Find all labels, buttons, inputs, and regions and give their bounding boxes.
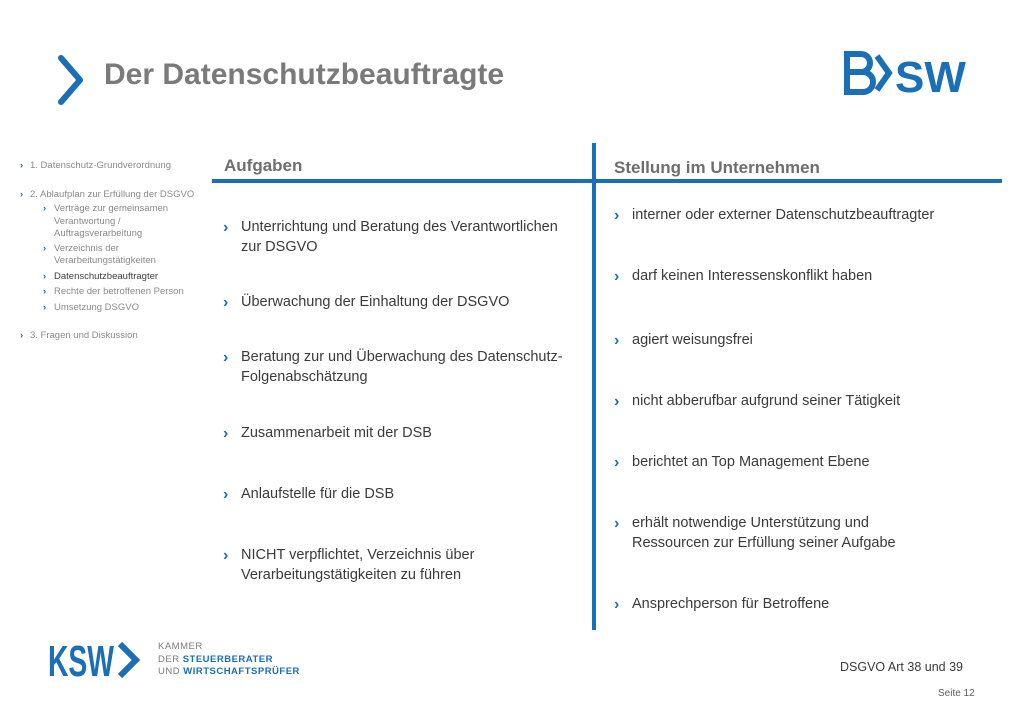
chevron-right-icon: › [43, 203, 47, 214]
title-chevron-icon [56, 54, 86, 106]
list-item: › nicht abberufbar aufgrund seiner Tätigkeit [614, 393, 901, 410]
nav-item-datenschutz-grundverordnung[interactable]: › 1. Datenschutz-Grundverordnung [20, 160, 171, 171]
nav-item-fragen[interactable]: › 3. Fragen und Diskussion [20, 330, 138, 341]
nav-item-ablaufplan[interactable]: › 2. Ablaufplan zur Erfüllung der DSGVO [20, 188, 195, 200]
chevron-right-icon: › [43, 270, 47, 282]
chevron-right-icon: › [223, 294, 229, 311]
list-item: › Anlaufstelle für die DSB [223, 486, 395, 503]
chevron-right-icon: › [614, 332, 620, 349]
page-number: Seite 12 [938, 688, 975, 699]
ksw-logo [48, 640, 148, 680]
list-item: › NICHT verpflichtet, Verzeichnis über Verarbeitungstätigkeiten zu führen [223, 547, 475, 583]
section-navigation [20, 160, 210, 343]
nav-subitem-verzeichnis[interactable]: › Verzeichnis der Verarbeitungstätigkeiten [43, 242, 156, 266]
list-item: › Unterrichtung und Beratung des Verantwortlichen zur DSGVO [223, 219, 558, 255]
chevron-right-icon: › [223, 547, 229, 564]
ksw-wordmark: KAMMER DER STEUERBERATER UND WIRTSCHAFTSPRÜFER [158, 641, 300, 677]
nav-subitem-rechte[interactable]: › Rechte der betroffenen Person [43, 286, 184, 297]
chevron-right-icon: › [223, 219, 229, 236]
chevron-right-icon: › [614, 515, 620, 532]
chevron-right-icon: › [43, 301, 47, 313]
list-item: › interner oder externer Datenschutzbeauftragter [614, 207, 935, 224]
chevron-right-icon: › [614, 393, 620, 410]
chevron-right-icon: › [223, 349, 229, 366]
list-item: › Zusammenarbeit mit der DSB [223, 425, 432, 442]
chevron-right-icon: › [20, 160, 24, 171]
column-heading-stellung: Stellung im Unternehmen [614, 158, 820, 177]
nav-subitem-datenschutzbeauftragter[interactable]: › Datenschutzbeauftragter [43, 270, 159, 282]
list-item: › Beratung zur und Überwachung des Datenschutz-Folgenabschätzung [223, 349, 563, 385]
chevron-right-icon: › [223, 425, 229, 442]
chevron-right-icon: › [614, 454, 620, 471]
horizontal-divider [212, 179, 1002, 183]
list-item: › Ansprechperson für Betroffene [614, 596, 830, 613]
chevron-right-icon: › [43, 286, 47, 297]
list-item: › berichtet an Top Management Ebene [614, 454, 870, 471]
chevron-right-icon: › [223, 486, 229, 503]
page-title: Der Datenschutzbeauftragte [104, 58, 505, 91]
list-item: › erhält notwendige Unterstützung und Ressourcen zur Erfüllung seiner Aufgabe [614, 515, 896, 551]
nav-subitem-vertraege[interactable]: › Verträge zur gemeinsamen Verantwortung / Auftragsverarbeitung [43, 203, 169, 239]
chevron-right-icon: › [20, 330, 24, 341]
list-item: › Überwachung der Einhaltung der DSGVO [223, 294, 510, 311]
column-heading-aufgaben: Aufgaben [224, 156, 303, 175]
bvsw-logo [843, 50, 971, 96]
chevron-right-icon: › [43, 242, 47, 254]
chevron-right-icon: › [20, 188, 24, 200]
svg-text:SW: SW [895, 53, 966, 96]
vertical-divider [592, 143, 596, 630]
nav-subitem-umsetzung[interactable]: › Umsetzung DSGVO [43, 301, 139, 313]
legal-reference: DSGVO Art 38 und 39 [840, 660, 963, 674]
chevron-right-icon: › [614, 207, 620, 224]
chevron-right-icon: › [614, 596, 620, 613]
chevron-right-icon: › [614, 268, 620, 285]
svg-text:KSW: KSW [48, 640, 115, 680]
list-item: › agiert weisungsfrei [614, 332, 753, 349]
list-item: › darf keinen Interessenskonflikt haben [614, 268, 873, 285]
